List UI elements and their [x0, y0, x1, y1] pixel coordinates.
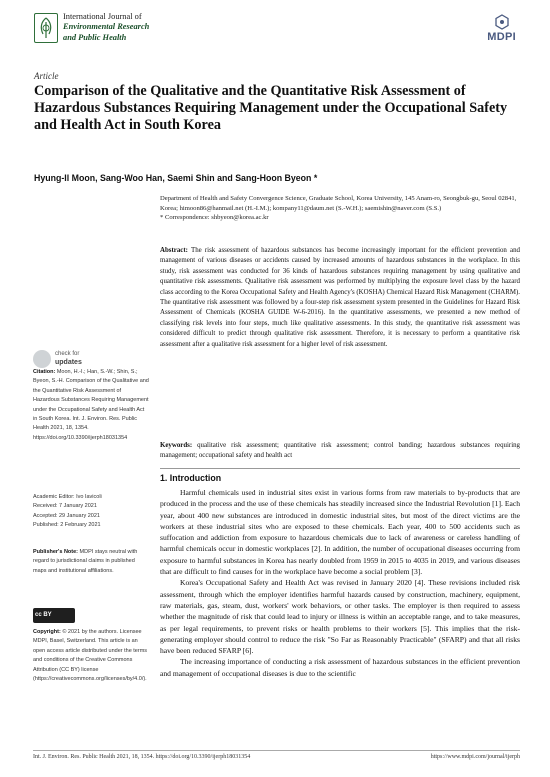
- dates-block: [33, 493, 149, 531]
- received-date: Received: 7 January 2021: [33, 503, 97, 510]
- abstract: [160, 246, 520, 350]
- keywords-text: qualitative risk assessment; quantitative risk assessment; control banding; hazardous substances requiring management; occupational safety and health act: [160, 442, 520, 460]
- section-heading-introduction: 1. Introduction: [160, 473, 222, 483]
- keywords: [160, 441, 520, 462]
- published-date: Published: 2 February 2021: [33, 522, 101, 529]
- journal-name: [63, 12, 149, 43]
- cc-by-license-icon[interactable]: [33, 608, 75, 623]
- journal-name-line3: and Public Health: [63, 32, 127, 42]
- copyright-block: [33, 628, 149, 684]
- correspondence: * Correspondence: shbyeon@korea.ac.kr: [160, 214, 269, 221]
- publisher-name: MDPI: [487, 31, 516, 43]
- accepted-date: Accepted: 29 January 2021: [33, 512, 100, 519]
- journal-name-line1: International Journal of: [63, 12, 142, 21]
- intro-paragraph-1: Harmful chemicals used in industrial sites exist in various forms from raw materials to by-products that are produced in the process and the use of these chemicals has steadily increased since the Industrial Revolution [1]. Each year, about 400 new substances are introduced in domestic industrial sites, but most of the direct victims are the workers at these industrial sites who are exposed to these chemicals. Each year, 400 to 500 accidents such as suffocation and addiction from exposure to hazardous chemicals due to lack of awareness or careless handling of harmful chemicals occur in domestic workplaces [2]. In addition, the number of occupational diseases occurring from exposure to harmful substances in Korea has nearly doubled from 1959 in 2015 to 4035 in 2019, and various diseases that are difficult to find causes for in the workplace have become a social problem [3].: [160, 488, 520, 577]
- citation-label: Citation:: [33, 369, 56, 375]
- introduction-body: [160, 487, 520, 679]
- article-type: Article: [34, 71, 59, 81]
- check-updates-icon: [33, 350, 51, 368]
- journal-logo-icon: [34, 13, 58, 43]
- article-title: Comparison of the Qualitative and the Quantitative Risk Assessment of Hazardous Substances Requiring Management under the Occupational Safety and Health Act in South Korea: [34, 83, 508, 133]
- keywords-label: Keywords:: [160, 442, 193, 449]
- cc-by-text: cc BY: [35, 612, 52, 618]
- academic-editor: Academic Editor: Ivo Iavicoli: [33, 494, 102, 500]
- publisher-logo: [487, 14, 516, 43]
- intro-paragraph-3: The increasing importance of conducting a risk assessment of hazardous substances in the efficient prevention and management of occupational diseases is due to the scientific: [160, 657, 520, 678]
- affiliation: [160, 194, 520, 223]
- intro-paragraph-2: Korea's Occupational Safety and Health Act was revised in January 2020 [4]. These revisions included risk assessment, through which the employer identifies harmful hazards caused by construction, machinery, equipment, raw materials, gas, steam, dust, workers' work behaviors, or other tasks. The employer is then required to assess whether the magnitude of risk that could lead to injury or illness is within an acceptable range, and to take measures, as per legal requirements, to prevent risks or health problems to their workers [5]. This implies that the risk-generating employer should control to reduce the risk "So Far as Reasonably Practicable" (SFARP) and that all risks have been reduced SFARP [6].: [160, 578, 520, 656]
- publisher-note-text: MDPI stays neutral with regard to jurisdictional claims in published maps and institutional affiliations.: [33, 549, 138, 574]
- publisher-note-label: Publisher's Note:: [33, 549, 79, 555]
- copyright-label: Copyright:: [33, 629, 61, 635]
- footer-journal-link[interactable]: https://www.mdpi.com/journal/ijerph: [430, 754, 520, 760]
- affiliation-text: Department of Health and Safety Convergence Science, Graduate School, Korea University, 145 Anam-ro, Seongbuk-gu, Seoul 02841, Korea; himoon86@hanmail.net (H.-I.M.); kompany11@daum.net (S.-W.H.); saemishin@naver.com (S.S.): [160, 195, 517, 212]
- citation-block: [33, 368, 149, 443]
- author-list: Hyung-Il Moon, Sang-Woo Han, Saemi Shin and Sang-Hoon Byeon *: [34, 173, 318, 183]
- check-updates-line2: updates: [55, 359, 82, 366]
- publisher-note: [33, 548, 149, 576]
- citation-text: Moon, H.-I.; Han, S.-W.; Shin, S.; Byeon, S.-H. Comparison of the Qualitative and the Quantitative Risk Assessment of Hazardous Substances Requiring Management under the Occupational Safety and Health Act in South Korea. Int. J. Environ. Res. Public Health 2021, 18, 1354. https://doi.org/10.3390/ijerph18031354: [33, 369, 149, 441]
- check-for-updates-button[interactable]: [33, 348, 117, 370]
- check-updates-line1: check for: [55, 351, 80, 357]
- abstract-label: Abstract:: [160, 247, 188, 254]
- footer-citation: Int. J. Environ. Res. Public Health 2021, 18, 1354. https://doi.org/10.3390/ijerph18031354: [33, 754, 251, 760]
- journal-name-line2: Environmental Research: [63, 22, 150, 32]
- copyright-text: © 2021 by the authors. Licensee MDPI, Basel, Switzerland. This article is an open access article distributed under the terms and conditions of the Creative Commons Attribution (CC BY) license (https://creativecommons.org/licenses/by/4.0/).: [33, 629, 148, 683]
- mdpi-hexagon-icon: [494, 14, 510, 30]
- abstract-text: The risk assessment of hazardous substances has become increasingly important for the efficient prevention and management of various diseases or accidents caused by increased amounts of hazardous substances in the workplace. In this study, risk assessment was conducted for 36 kinds of hazardous substances requiring management by using qualitative and quantitative risk assessments. Qualitative risk assessment was performed by multiplying the exposure level class by the hazard class according to the Korea Occupational Safety and Health Agency's (KOSHA) Chemical Hazard Risk Management (CHARM). The quantitative risk assessment was followed by a four-step risk assessment system presented in the Guidelines for Hazard Risk Assessment of Chemicals (KOSHA GUIDE W-6-2016). In the quantitative assessments, we presented a new method of classifying risk levels into four steps, much like qualitative assessments. In this study, the quantitative risk assessment was considered difficult to predict through qualitative risk assessment. Therefore, it is necessary to perform a quantitative risk assessment after a qualitative risk assessment for a higher level of risk assessment.: [160, 247, 520, 348]
- footer-divider: [33, 750, 520, 751]
- section-divider: [160, 468, 520, 469]
